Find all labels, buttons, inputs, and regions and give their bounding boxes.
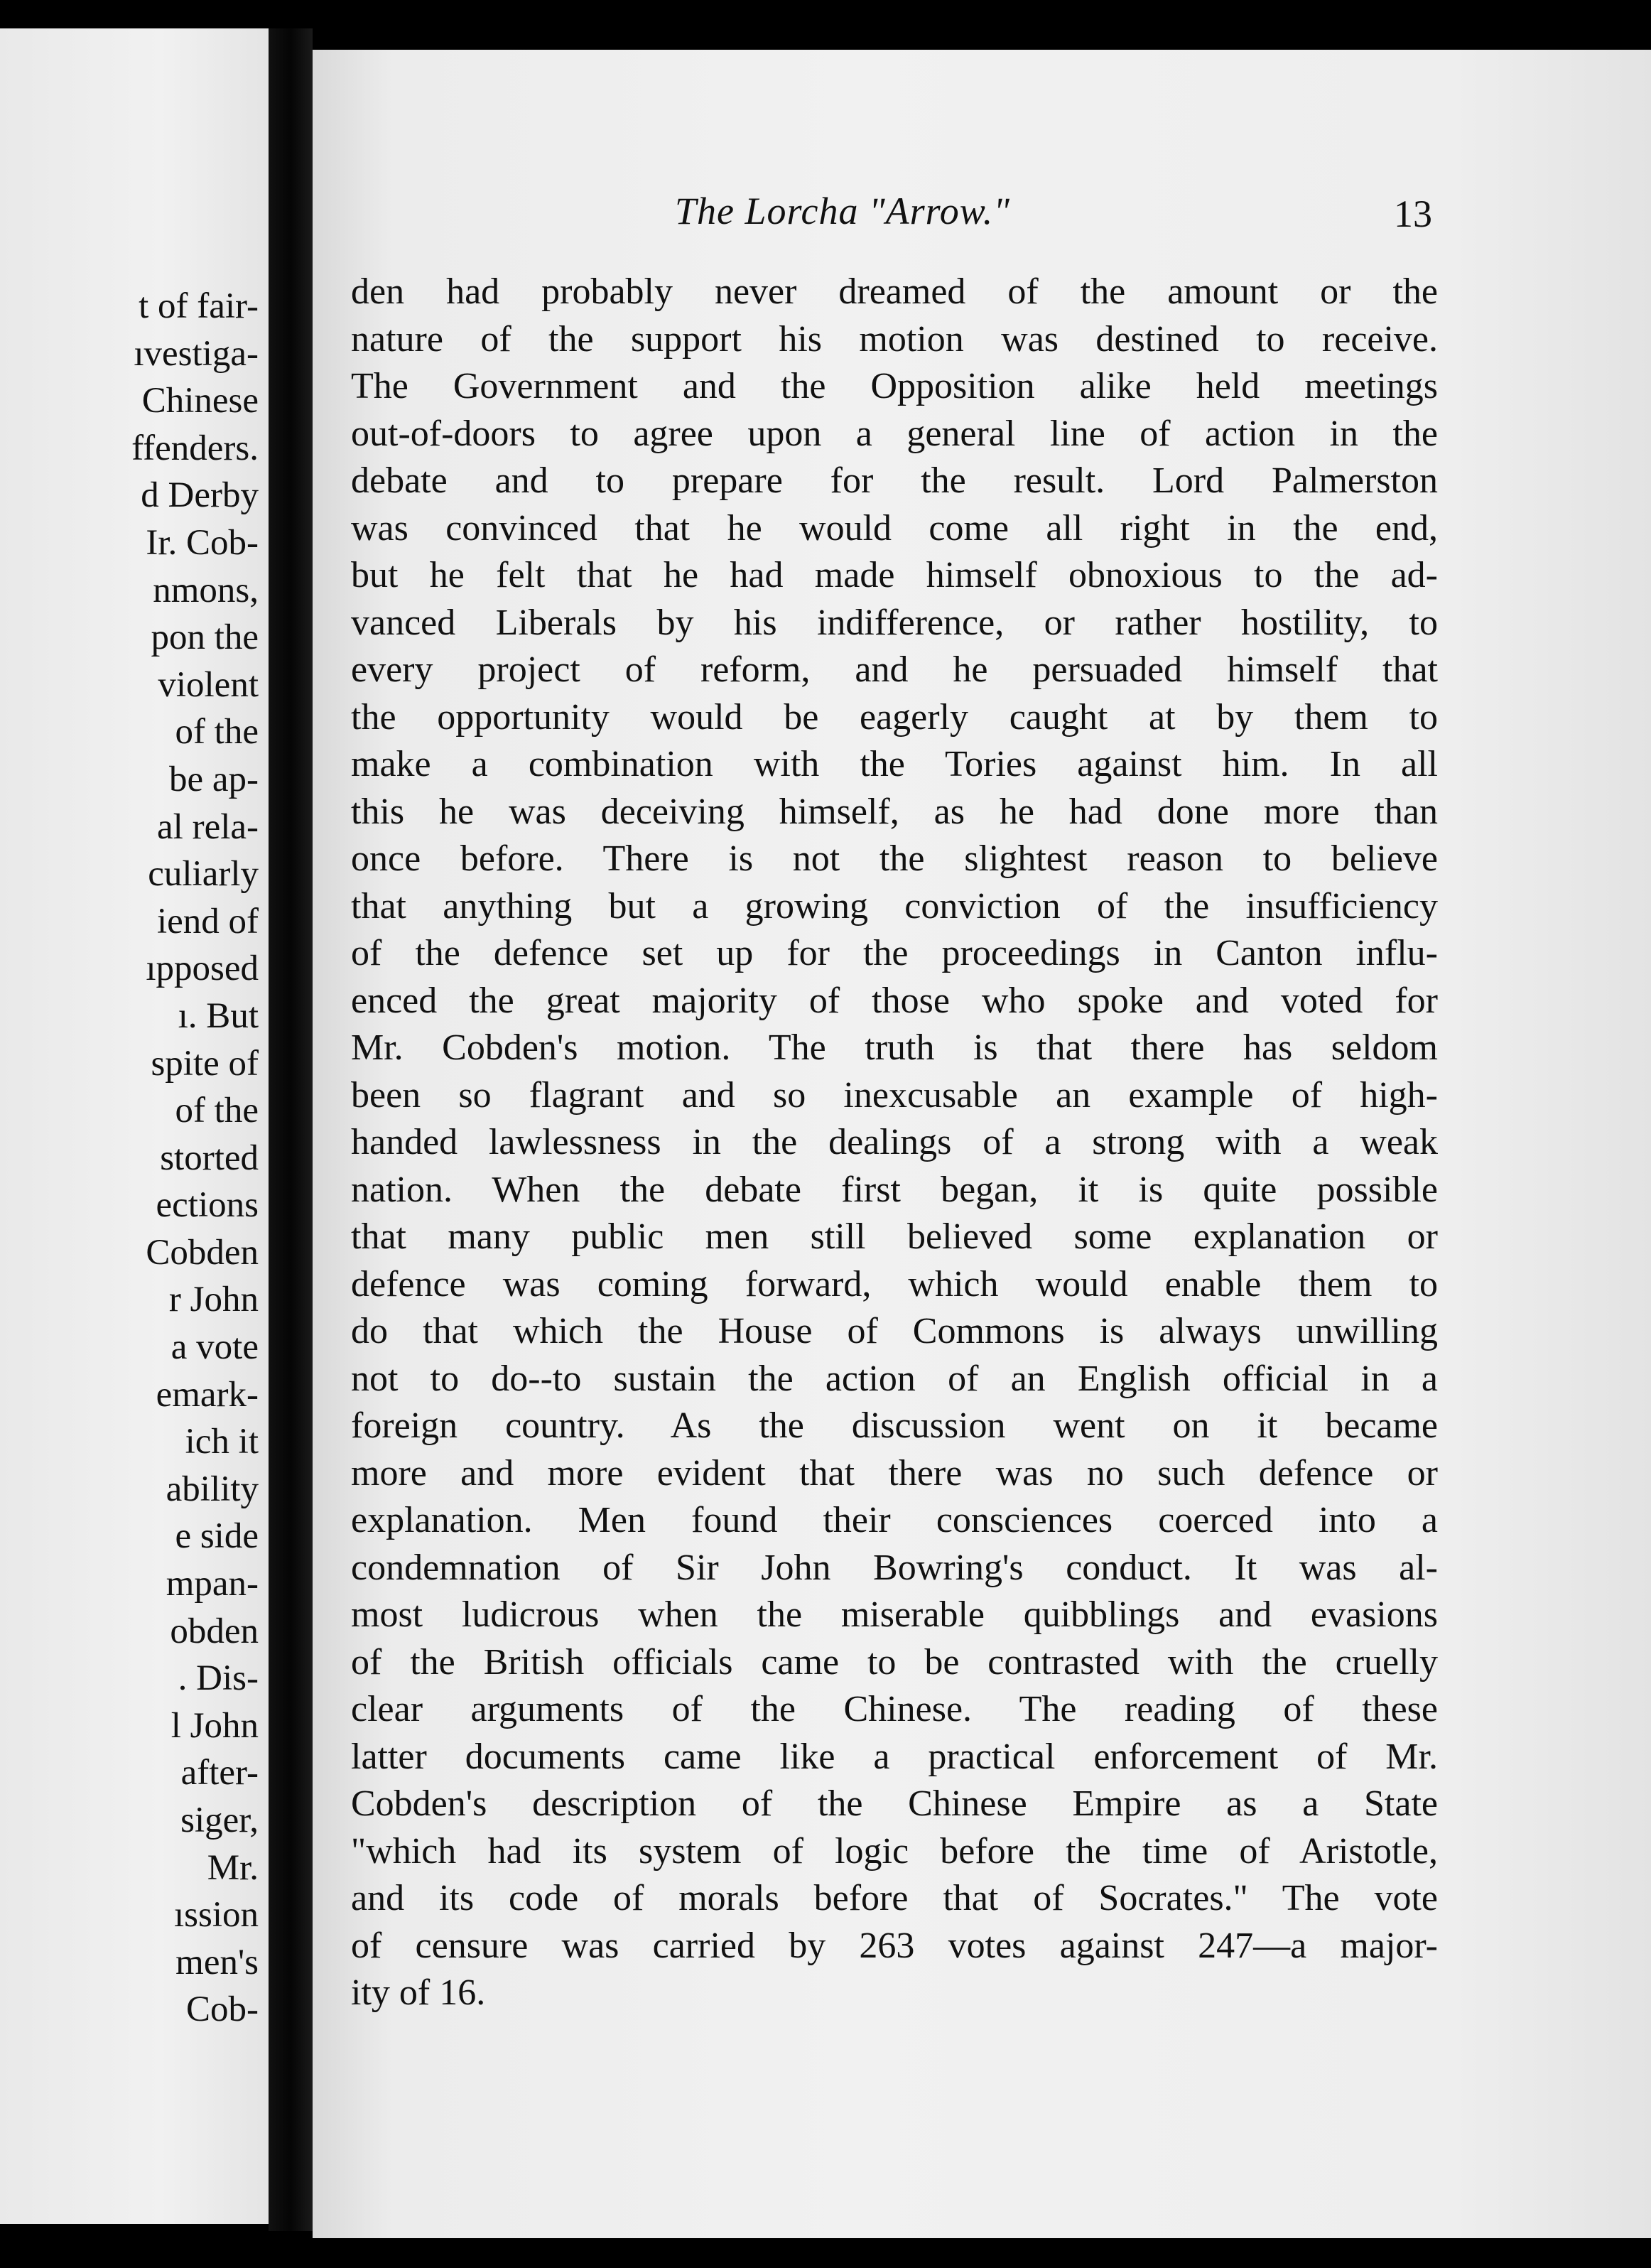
text-line: the opportunity would be eagerly caught at by them to [351, 696, 1438, 738]
text-line: of the defence set up for the proceedings in Canton influ- [351, 933, 1438, 973]
previous-page-line: ections [156, 1185, 259, 1226]
text-line: "which had its system of logic before the time of Aristotle, [351, 1830, 1438, 1872]
previous-page-line: ffenders. [131, 428, 259, 468]
body-text [351, 269, 1438, 2017]
text-line: foreign country. As the discussion went on it became [351, 1405, 1438, 1446]
text-line: clear arguments of the Chinese. The reading of these [351, 1689, 1438, 1729]
text-line: make a combination with the Tories against him. In all [351, 744, 1438, 784]
text-line: and its code of morals before that of Socrates." The vote [351, 1878, 1438, 1918]
previous-page-line: Cob- [186, 1989, 259, 2030]
text-line: out-of-doors to agree upon a general line of action in the [351, 413, 1438, 454]
previous-page [0, 28, 269, 2224]
text-line: ity of 16. [351, 1972, 486, 2013]
text-line: do that which the House of Commons is always unwilling [351, 1311, 1438, 1351]
previous-page-line: siger, [180, 1800, 259, 1840]
text-line: of censure was carried by 263 votes against 247—a major- [351, 1925, 1438, 1966]
text-line: The Government and the Opposition alike held meetings [351, 366, 1438, 406]
previous-page-line: Chinese [141, 381, 259, 421]
text-line: den had probably never dreamed of the amount or the [351, 271, 1438, 312]
previous-page-line: of the [175, 1091, 259, 1131]
previous-page-line: ability [166, 1469, 259, 1509]
previous-page-line: pon the [151, 617, 259, 658]
text-line: handed lawlessness in the dealings of a strong with a weak [351, 1122, 1438, 1162]
text-line: more and more evident that there was no such defence or [351, 1452, 1438, 1494]
text-line: every project of reform, and he persuaded himself that [351, 649, 1438, 690]
text-line: nation. When the debate first began, it is quite possible [351, 1169, 1438, 1210]
previous-page-line: be ap- [168, 759, 259, 799]
text-line: been so flagrant and so inexcusable an example of high- [351, 1074, 1438, 1116]
previous-page-line: culiarly [148, 854, 259, 895]
text-line: but he felt that he had made himself obnoxious to the ad- [351, 555, 1438, 595]
previous-page-line: spite of [151, 1043, 259, 1084]
text-line: latter documents came like a practical enforcement of Mr. [351, 1736, 1438, 1777]
text-line: condemnation of Sir John Bowring's conduct. It was al- [351, 1547, 1438, 1588]
text-line: once before. There is not the slightest reason to believe [351, 838, 1438, 879]
running-head: The Lorcha "Arrow." [675, 190, 1010, 232]
previous-page-line: ıvestiga- [134, 333, 259, 374]
previous-page-line: after- [180, 1753, 259, 1793]
previous-page-line: Mr. [207, 1847, 259, 1888]
previous-page-line: ıssion [173, 1895, 259, 1935]
text-line: most ludicrous when the miserable quibblings and evasions [351, 1594, 1438, 1635]
previous-page-line: d Derby [141, 475, 259, 516]
text-line: Cobden's description of the Chinese Empire as a State [351, 1783, 1438, 1824]
previous-page-line: e side [175, 1516, 259, 1557]
text-line: that many public men still believed some explanation or [351, 1216, 1438, 1257]
previous-page-line: violent [158, 664, 259, 705]
previous-page-line: Cobden [146, 1232, 259, 1273]
previous-page-line: obden [170, 1611, 259, 1651]
previous-page-line: iend of [156, 901, 259, 941]
text-line: nature of the support his motion was destined to receive. [351, 318, 1438, 360]
previous-page-line: ı. But [178, 995, 259, 1036]
previous-page-line: emark- [156, 1374, 259, 1415]
previous-page-line: men's [175, 1942, 259, 1982]
previous-page-line: l John [170, 1705, 259, 1746]
previous-page-line: a vote [170, 1327, 259, 1368]
text-line: was convinced that he would come all right in the end, [351, 507, 1438, 549]
book-gutter [269, 28, 313, 2231]
text-line: defence was coming forward, which would enable them to [351, 1263, 1438, 1305]
text-line: vanced Liberals by his indifference, or rather hostility, to [351, 602, 1438, 643]
previous-page-line: . Dis- [178, 1658, 259, 1699]
text-line: not to do--to sustain the action of an English official in a [351, 1358, 1438, 1399]
scan-border [0, 2238, 1651, 2268]
previous-page-line: t of fair- [139, 286, 259, 326]
text-line: explanation. Men found their consciences coerced into a [351, 1500, 1438, 1540]
previous-page-text [131, 283, 259, 2034]
text-line: this he was deceiving himself, as he had done more than [351, 791, 1438, 832]
text-line: debate and to prepare for the result. Lord Palmerston [351, 460, 1438, 501]
previous-page-line: ich it [185, 1422, 259, 1462]
previous-page-line: of the [175, 712, 259, 752]
previous-page-line: nmons, [153, 570, 259, 610]
previous-page-line: Ir. Cob- [146, 522, 259, 563]
text-line: Mr. Cobden's motion. The truth is that there has seldom [351, 1027, 1438, 1068]
previous-page-line: ıpposed [146, 949, 259, 989]
text-line: that anything but a growing conviction of the insufficiency [351, 885, 1438, 927]
text-line: enced the great majority of those who spoke and voted for [351, 980, 1438, 1021]
previous-page-line: storted [160, 1138, 259, 1178]
previous-page-line: al rela- [157, 806, 259, 847]
text-line: of the British officials came to be contrasted with the cruelly [351, 1641, 1438, 1683]
previous-page-line: mpan- [166, 1564, 259, 1604]
page-number: 13 [1394, 193, 1432, 235]
previous-page-line: r John [168, 1280, 259, 1320]
